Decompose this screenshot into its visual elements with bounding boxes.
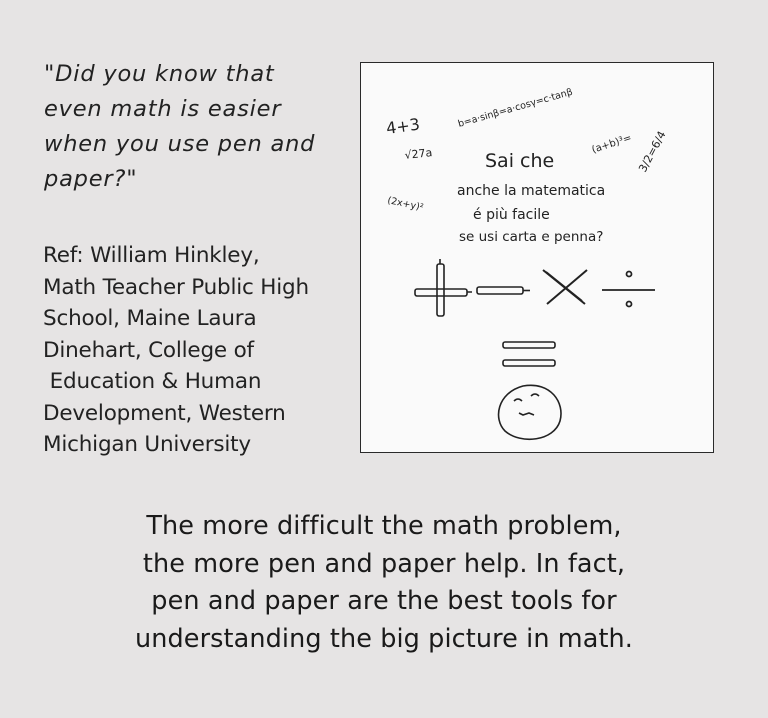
reference-line: Michigan University [43, 432, 251, 457]
illustration-heading: Sai che [485, 150, 555, 172]
pen-minus-icon [477, 287, 530, 294]
footer-line: the more pen and paper help. In fact, [142, 548, 626, 579]
quote-line: "Did you know that [44, 61, 275, 87]
footer-text [0, 508, 768, 658]
illustration-line: se usi carta e penna? [459, 229, 604, 245]
footer-line: The more difficult the math problem, [146, 511, 622, 541]
pen-equals-icon [503, 342, 555, 366]
reference-line: Education & Human [43, 369, 262, 394]
reference-text [43, 240, 343, 461]
smiling-face-icon [499, 385, 561, 439]
illustration-line: é più facile [473, 207, 550, 223]
pen-times-icon [543, 270, 587, 304]
pen-plus-icon [415, 259, 472, 316]
formula-sum: 4+3 [384, 114, 421, 138]
math-sketch [361, 63, 715, 454]
formula-trig: b=a·sinβ=a·cosγ=c·tanβ [456, 86, 574, 130]
reference-line: School, Maine Laura [43, 306, 257, 331]
illustration-card [360, 62, 714, 453]
reference-line: Math Teacher Public High [43, 274, 309, 300]
formula-square: (2x+y)² [386, 195, 425, 214]
quote-line: paper?" [44, 166, 138, 192]
footer-line: understanding the big picture in math. [134, 623, 634, 654]
reference-line: Development, Western [43, 400, 286, 426]
formula-root: √27a [403, 146, 433, 162]
reference-line: Ref: William Hinkley, [43, 243, 260, 268]
reference-line: Dinehart, College of [43, 337, 254, 363]
illustration-line: anche la matematica [457, 183, 606, 199]
formula-cube: (a+b)³= [590, 132, 633, 156]
quote-line: when you use pen and [44, 131, 316, 157]
divide-icon [602, 272, 655, 307]
formula-fraction: 3/2=6/4 [636, 128, 669, 175]
footer-line: pen and paper are the best tools for [151, 586, 617, 616]
quote-line: even math is easier [44, 96, 282, 122]
quote-text [44, 57, 344, 197]
